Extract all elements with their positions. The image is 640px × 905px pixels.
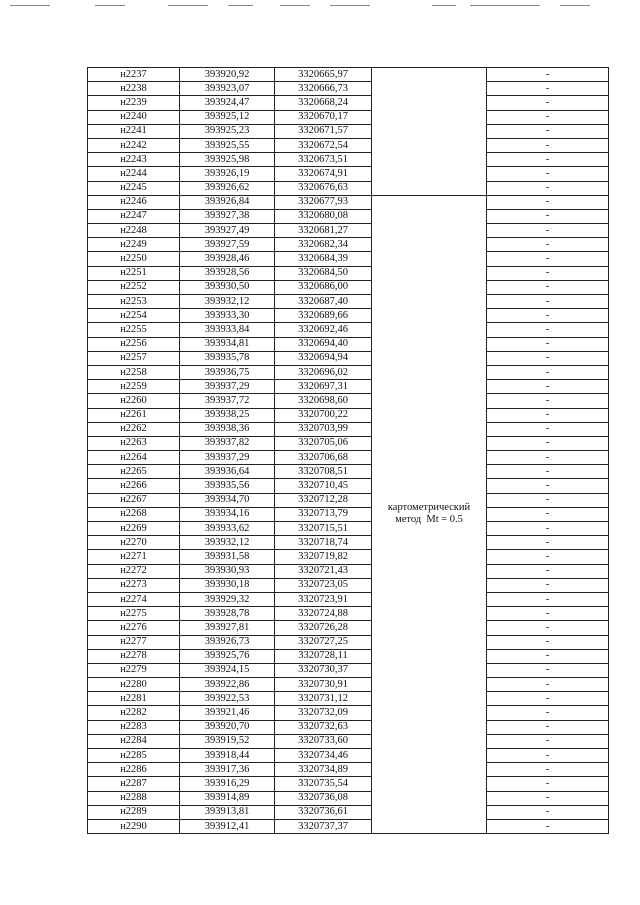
y-coordinate-cell: 3320673,51 xyxy=(275,153,372,167)
point-id-cell: н2276 xyxy=(88,621,180,635)
x-coordinate-cell: 393938,36 xyxy=(180,422,275,436)
accuracy-cell: - xyxy=(487,592,609,606)
y-coordinate-cell: 3320723,91 xyxy=(275,592,372,606)
method-cell xyxy=(372,195,487,833)
accuracy-cell: - xyxy=(487,635,609,649)
point-id-cell: н2273 xyxy=(88,578,180,592)
y-coordinate-cell: 3320719,82 xyxy=(275,550,372,564)
accuracy-cell: - xyxy=(487,280,609,294)
accuracy-cell: - xyxy=(487,451,609,465)
y-coordinate-cell: 3320700,22 xyxy=(275,408,372,422)
x-coordinate-cell: 393927,81 xyxy=(180,621,275,635)
accuracy-cell: - xyxy=(487,678,609,692)
y-coordinate-cell: 3320703,99 xyxy=(275,422,372,436)
x-coordinate-cell: 393924,47 xyxy=(180,96,275,110)
y-coordinate-cell: 3320736,61 xyxy=(275,805,372,819)
y-coordinate-cell: 3320705,06 xyxy=(275,436,372,450)
table-row xyxy=(88,451,609,465)
table-row xyxy=(88,266,609,280)
table-row xyxy=(88,564,609,578)
x-coordinate-cell: 393938,25 xyxy=(180,408,275,422)
table-row xyxy=(88,749,609,763)
table-row xyxy=(88,124,609,138)
x-coordinate-cell: 393935,78 xyxy=(180,351,275,365)
x-coordinate-cell: 393926,84 xyxy=(180,195,275,209)
y-coordinate-cell: 3320726,28 xyxy=(275,621,372,635)
y-coordinate-cell: 3320670,17 xyxy=(275,110,372,124)
accuracy-cell: - xyxy=(487,110,609,124)
accuracy-cell: - xyxy=(487,507,609,521)
point-id-cell: н2240 xyxy=(88,110,180,124)
x-coordinate-cell: 393922,53 xyxy=(180,692,275,706)
y-coordinate-cell: 3320713,79 xyxy=(275,507,372,521)
accuracy-cell: - xyxy=(487,295,609,309)
method-label-line1: картометрический xyxy=(387,502,471,514)
x-coordinate-cell: 393934,81 xyxy=(180,337,275,351)
y-coordinate-cell: 3320697,31 xyxy=(275,380,372,394)
point-id-cell: н2237 xyxy=(88,68,180,82)
accuracy-cell: - xyxy=(487,323,609,337)
accuracy-cell: - xyxy=(487,607,609,621)
point-id-cell: н2272 xyxy=(88,564,180,578)
table-row xyxy=(88,479,609,493)
point-id-cell: н2246 xyxy=(88,195,180,209)
accuracy-cell: - xyxy=(487,550,609,564)
accuracy-cell: - xyxy=(487,663,609,677)
table-row xyxy=(88,380,609,394)
table-row xyxy=(88,507,609,521)
accuracy-cell: - xyxy=(487,408,609,422)
x-coordinate-cell: 393913,81 xyxy=(180,805,275,819)
table-row xyxy=(88,394,609,408)
accuracy-cell: - xyxy=(487,692,609,706)
table-row xyxy=(88,550,609,564)
table-row xyxy=(88,195,609,209)
point-id-cell: н2247 xyxy=(88,209,180,223)
y-coordinate-cell: 3320698,60 xyxy=(275,394,372,408)
x-coordinate-cell: 393930,18 xyxy=(180,578,275,592)
table-row xyxy=(88,607,609,621)
y-coordinate-cell: 3320733,60 xyxy=(275,734,372,748)
y-coordinate-cell: 3320682,34 xyxy=(275,238,372,252)
point-id-cell: н2256 xyxy=(88,337,180,351)
x-coordinate-cell: 393932,12 xyxy=(180,295,275,309)
accuracy-cell: - xyxy=(487,337,609,351)
y-coordinate-cell: 3320727,25 xyxy=(275,635,372,649)
point-id-cell: н2271 xyxy=(88,550,180,564)
x-coordinate-cell: 393929,32 xyxy=(180,592,275,606)
y-coordinate-cell: 3320684,39 xyxy=(275,252,372,266)
y-coordinate-cell: 3320731,12 xyxy=(275,692,372,706)
accuracy-cell: - xyxy=(487,351,609,365)
accuracy-cell: - xyxy=(487,422,609,436)
x-coordinate-cell: 393912,41 xyxy=(180,819,275,833)
table-row xyxy=(88,110,609,124)
accuracy-cell: - xyxy=(487,734,609,748)
point-id-cell: н2238 xyxy=(88,82,180,96)
y-coordinate-cell: 3320681,27 xyxy=(275,224,372,238)
table-row xyxy=(88,805,609,819)
y-coordinate-cell: 3320732,09 xyxy=(275,706,372,720)
accuracy-cell: - xyxy=(487,536,609,550)
point-id-cell: н2252 xyxy=(88,280,180,294)
table-row xyxy=(88,493,609,507)
table-row xyxy=(88,734,609,748)
point-id-cell: н2289 xyxy=(88,805,180,819)
accuracy-cell: - xyxy=(487,68,609,82)
point-id-cell: н2268 xyxy=(88,507,180,521)
point-id-cell: н2267 xyxy=(88,493,180,507)
point-id-cell: н2261 xyxy=(88,408,180,422)
x-coordinate-cell: 393936,64 xyxy=(180,465,275,479)
accuracy-cell: - xyxy=(487,252,609,266)
scan-top-edge xyxy=(0,0,640,10)
y-coordinate-cell: 3320674,91 xyxy=(275,167,372,181)
accuracy-cell: - xyxy=(487,309,609,323)
point-id-cell: н2288 xyxy=(88,791,180,805)
accuracy-cell: - xyxy=(487,621,609,635)
point-id-cell: н2258 xyxy=(88,365,180,379)
x-coordinate-cell: 393918,44 xyxy=(180,749,275,763)
x-coordinate-cell: 393920,70 xyxy=(180,720,275,734)
y-coordinate-cell: 3320734,46 xyxy=(275,749,372,763)
table-row xyxy=(88,465,609,479)
y-coordinate-cell: 3320666,73 xyxy=(275,82,372,96)
x-coordinate-cell: 393925,12 xyxy=(180,110,275,124)
point-id-cell: н2286 xyxy=(88,763,180,777)
x-coordinate-cell: 393928,56 xyxy=(180,266,275,280)
x-coordinate-cell: 393930,93 xyxy=(180,564,275,578)
point-id-cell: н2250 xyxy=(88,252,180,266)
point-id-cell: н2262 xyxy=(88,422,180,436)
table-row xyxy=(88,337,609,351)
accuracy-cell: - xyxy=(487,777,609,791)
accuracy-cell: - xyxy=(487,96,609,110)
y-coordinate-cell: 3320677,93 xyxy=(275,195,372,209)
point-id-cell: н2239 xyxy=(88,96,180,110)
point-id-cell: н2283 xyxy=(88,720,180,734)
table-row xyxy=(88,408,609,422)
table-row xyxy=(88,777,609,791)
table-row xyxy=(88,280,609,294)
x-coordinate-cell: 393928,78 xyxy=(180,607,275,621)
point-id-cell: н2255 xyxy=(88,323,180,337)
x-coordinate-cell: 393926,19 xyxy=(180,167,275,181)
accuracy-cell: - xyxy=(487,720,609,734)
table-row xyxy=(88,635,609,649)
accuracy-cell: - xyxy=(487,167,609,181)
table-row xyxy=(88,422,609,436)
accuracy-cell: - xyxy=(487,493,609,507)
table-row xyxy=(88,692,609,706)
accuracy-cell: - xyxy=(487,564,609,578)
point-id-cell: н2259 xyxy=(88,380,180,394)
table-row xyxy=(88,791,609,805)
y-coordinate-cell: 3320665,97 xyxy=(275,68,372,82)
y-coordinate-cell: 3320723,05 xyxy=(275,578,372,592)
y-coordinate-cell: 3320671,57 xyxy=(275,124,372,138)
accuracy-cell: - xyxy=(487,436,609,450)
y-coordinate-cell: 3320676,63 xyxy=(275,181,372,195)
point-id-cell: н2290 xyxy=(88,819,180,833)
y-coordinate-cell: 3320689,66 xyxy=(275,309,372,323)
accuracy-cell: - xyxy=(487,181,609,195)
point-id-cell: н2248 xyxy=(88,224,180,238)
accuracy-cell: - xyxy=(487,266,609,280)
table-row xyxy=(88,578,609,592)
x-coordinate-cell: 393925,76 xyxy=(180,649,275,663)
accuracy-cell: - xyxy=(487,791,609,805)
accuracy-cell: - xyxy=(487,805,609,819)
y-coordinate-cell: 3320730,91 xyxy=(275,678,372,692)
table-row xyxy=(88,138,609,152)
x-coordinate-cell: 393933,84 xyxy=(180,323,275,337)
point-id-cell: н2242 xyxy=(88,138,180,152)
accuracy-cell: - xyxy=(487,195,609,209)
x-coordinate-cell: 393937,29 xyxy=(180,380,275,394)
x-coordinate-cell: 393927,38 xyxy=(180,209,275,223)
accuracy-cell: - xyxy=(487,749,609,763)
method-cell-empty xyxy=(372,68,487,196)
x-coordinate-cell: 393925,98 xyxy=(180,153,275,167)
table-row xyxy=(88,706,609,720)
x-coordinate-cell: 393917,36 xyxy=(180,763,275,777)
accuracy-cell: - xyxy=(487,209,609,223)
x-coordinate-cell: 393922,86 xyxy=(180,678,275,692)
point-id-cell: н2265 xyxy=(88,465,180,479)
y-coordinate-cell: 3320684,50 xyxy=(275,266,372,280)
point-id-cell: н2275 xyxy=(88,607,180,621)
coordinates-table xyxy=(87,67,609,834)
accuracy-cell: - xyxy=(487,138,609,152)
table-row xyxy=(88,224,609,238)
table-row xyxy=(88,720,609,734)
table-row xyxy=(88,663,609,677)
point-id-cell: н2270 xyxy=(88,536,180,550)
point-id-cell: н2274 xyxy=(88,592,180,606)
y-coordinate-cell: 3320734,89 xyxy=(275,763,372,777)
table-row xyxy=(88,649,609,663)
y-coordinate-cell: 3320710,45 xyxy=(275,479,372,493)
accuracy-cell: - xyxy=(487,365,609,379)
y-coordinate-cell: 3320724,88 xyxy=(275,607,372,621)
table-row xyxy=(88,621,609,635)
y-coordinate-cell: 3320680,08 xyxy=(275,209,372,223)
accuracy-cell: - xyxy=(487,819,609,833)
point-id-cell: н2244 xyxy=(88,167,180,181)
point-id-cell: н2263 xyxy=(88,436,180,450)
x-coordinate-cell: 393925,55 xyxy=(180,138,275,152)
table-row xyxy=(88,82,609,96)
x-coordinate-cell: 393937,72 xyxy=(180,394,275,408)
y-coordinate-cell: 3320737,37 xyxy=(275,819,372,833)
point-id-cell: н2249 xyxy=(88,238,180,252)
y-coordinate-cell: 3320708,51 xyxy=(275,465,372,479)
x-coordinate-cell: 393934,70 xyxy=(180,493,275,507)
x-coordinate-cell: 393933,62 xyxy=(180,522,275,536)
accuracy-cell: - xyxy=(487,649,609,663)
point-id-cell: н2287 xyxy=(88,777,180,791)
table-row xyxy=(88,522,609,536)
y-coordinate-cell: 3320686,00 xyxy=(275,280,372,294)
x-coordinate-cell: 393933,30 xyxy=(180,309,275,323)
y-coordinate-cell: 3320692,46 xyxy=(275,323,372,337)
table-row xyxy=(88,592,609,606)
y-coordinate-cell: 3320735,54 xyxy=(275,777,372,791)
accuracy-cell: - xyxy=(487,224,609,238)
point-id-cell: н2253 xyxy=(88,295,180,309)
table-row xyxy=(88,365,609,379)
table-row xyxy=(88,536,609,550)
x-coordinate-cell: 393937,29 xyxy=(180,451,275,465)
accuracy-cell: - xyxy=(487,578,609,592)
x-coordinate-cell: 393914,89 xyxy=(180,791,275,805)
table-row xyxy=(88,351,609,365)
y-coordinate-cell: 3320696,02 xyxy=(275,365,372,379)
table-row xyxy=(88,763,609,777)
coordinates-table-body xyxy=(88,68,609,834)
x-coordinate-cell: 393927,49 xyxy=(180,224,275,238)
point-id-cell: н2281 xyxy=(88,692,180,706)
table-row xyxy=(88,323,609,337)
point-id-cell: н2264 xyxy=(88,451,180,465)
y-coordinate-cell: 3320687,40 xyxy=(275,295,372,309)
point-id-cell: н2282 xyxy=(88,706,180,720)
table-row xyxy=(88,167,609,181)
table-row xyxy=(88,309,609,323)
point-id-cell: н2279 xyxy=(88,663,180,677)
accuracy-cell: - xyxy=(487,522,609,536)
table-row xyxy=(88,678,609,692)
x-coordinate-cell: 393932,12 xyxy=(180,536,275,550)
y-coordinate-cell: 3320694,40 xyxy=(275,337,372,351)
accuracy-cell: - xyxy=(487,82,609,96)
table-row xyxy=(88,181,609,195)
point-id-cell: н2243 xyxy=(88,153,180,167)
y-coordinate-cell: 3320736,08 xyxy=(275,791,372,805)
accuracy-cell: - xyxy=(487,238,609,252)
point-id-cell: н2257 xyxy=(88,351,180,365)
y-coordinate-cell: 3320668,24 xyxy=(275,96,372,110)
x-coordinate-cell: 393937,82 xyxy=(180,436,275,450)
point-id-cell: н2284 xyxy=(88,734,180,748)
y-coordinate-cell: 3320728,11 xyxy=(275,649,372,663)
table-row xyxy=(88,252,609,266)
y-coordinate-cell: 3320712,28 xyxy=(275,493,372,507)
point-id-cell: н2277 xyxy=(88,635,180,649)
accuracy-cell: - xyxy=(487,153,609,167)
table-row xyxy=(88,153,609,167)
x-coordinate-cell: 393930,50 xyxy=(180,280,275,294)
point-id-cell: н2269 xyxy=(88,522,180,536)
accuracy-cell: - xyxy=(487,465,609,479)
y-coordinate-cell: 3320694,94 xyxy=(275,351,372,365)
point-id-cell: н2278 xyxy=(88,649,180,663)
y-coordinate-cell: 3320672,54 xyxy=(275,138,372,152)
table-row xyxy=(88,819,609,833)
x-coordinate-cell: 393926,62 xyxy=(180,181,275,195)
accuracy-cell: - xyxy=(487,763,609,777)
point-id-cell: н2241 xyxy=(88,124,180,138)
y-coordinate-cell: 3320730,37 xyxy=(275,663,372,677)
point-id-cell: н2285 xyxy=(88,749,180,763)
point-id-cell: н2280 xyxy=(88,678,180,692)
x-coordinate-cell: 393916,29 xyxy=(180,777,275,791)
point-id-cell: н2266 xyxy=(88,479,180,493)
x-coordinate-cell: 393924,15 xyxy=(180,663,275,677)
accuracy-cell: - xyxy=(487,479,609,493)
y-coordinate-cell: 3320718,74 xyxy=(275,536,372,550)
x-coordinate-cell: 393921,46 xyxy=(180,706,275,720)
y-coordinate-cell: 3320732,63 xyxy=(275,720,372,734)
y-coordinate-cell: 3320706,68 xyxy=(275,451,372,465)
x-coordinate-cell: 393927,59 xyxy=(180,238,275,252)
y-coordinate-cell: 3320721,43 xyxy=(275,564,372,578)
x-coordinate-cell: 393935,56 xyxy=(180,479,275,493)
table-row xyxy=(88,209,609,223)
x-coordinate-cell: 393919,52 xyxy=(180,734,275,748)
table-row xyxy=(88,96,609,110)
x-coordinate-cell: 393928,46 xyxy=(180,252,275,266)
point-id-cell: н2254 xyxy=(88,309,180,323)
x-coordinate-cell: 393934,16 xyxy=(180,507,275,521)
table-row xyxy=(88,68,609,82)
table-row xyxy=(88,295,609,309)
x-coordinate-cell: 393925,23 xyxy=(180,124,275,138)
method-label-line2: метод Mt = 0.5 xyxy=(395,514,463,526)
x-coordinate-cell: 393931,58 xyxy=(180,550,275,564)
point-id-cell: н2251 xyxy=(88,266,180,280)
point-id-cell: н2245 xyxy=(88,181,180,195)
x-coordinate-cell: 393936,75 xyxy=(180,365,275,379)
point-id-cell: н2260 xyxy=(88,394,180,408)
x-coordinate-cell: 393926,73 xyxy=(180,635,275,649)
x-coordinate-cell: 393923,07 xyxy=(180,82,275,96)
table-row xyxy=(88,238,609,252)
accuracy-cell: - xyxy=(487,124,609,138)
accuracy-cell: - xyxy=(487,706,609,720)
accuracy-cell: - xyxy=(487,394,609,408)
x-coordinate-cell: 393920,92 xyxy=(180,68,275,82)
y-coordinate-cell: 3320715,51 xyxy=(275,522,372,536)
accuracy-cell: - xyxy=(487,380,609,394)
table-row xyxy=(88,436,609,450)
